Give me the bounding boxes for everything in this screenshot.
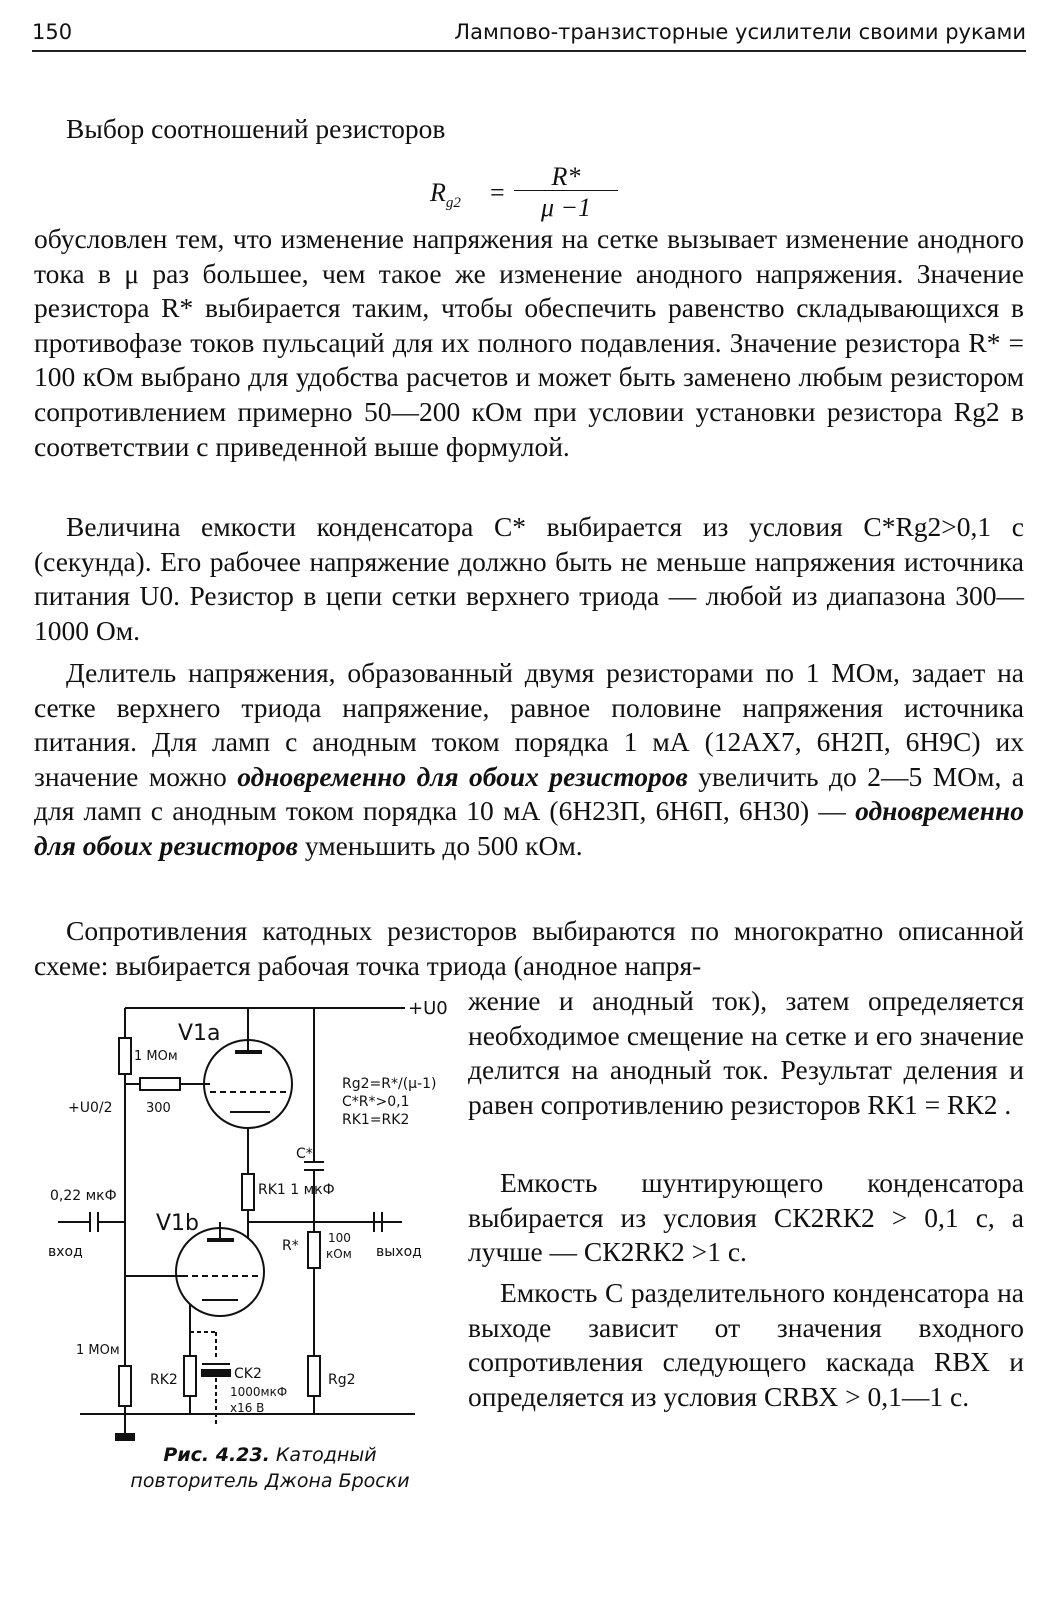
emphasis-2: одновременно для обоих резисторов — [34, 795, 1024, 861]
schematic-diagram — [30, 994, 460, 1444]
page-header — [32, 18, 1026, 52]
label-rstar: R* — [282, 1238, 299, 1254]
right-paragraph-3: Емкость С разделительного конденсатора на выходе зависит от значения входного сопротивления следующего каскада RВХ и определяется из условия CRВХ > 0,1—1 с. — [468, 1277, 1024, 1412]
formula-lhs: R — [430, 178, 446, 207]
right-paragraph-1: жение и анодный ток), затем определяется необходимое смещение на сетке и его значение делится на анодный ток. Результат деления и равен сопротивлению резисторов RК1 = RК2 . — [468, 985, 1024, 1120]
label-r-top: 1 МОм — [134, 1049, 178, 1064]
note-formula-3: RK1=RK2 — [342, 1112, 410, 1128]
label-r300: 300 — [146, 1101, 171, 1116]
caption-number: Рис. 4.23. — [163, 1444, 270, 1466]
label-half: +U0/2 — [68, 1100, 113, 1116]
label-r100: 100 — [328, 1231, 351, 1245]
formula-denominator: μ −1 — [540, 193, 592, 222]
label-rg2: Rg2 — [328, 1372, 356, 1388]
page-number: 150 — [32, 20, 73, 44]
caption-text: Катодный повторитель Джона Броски — [130, 1444, 410, 1492]
formula-lhs-sub: g2 — [445, 195, 461, 212]
formula-numerator: R* — [551, 162, 581, 191]
label-cap-in: 0,22 мкФ — [50, 1188, 117, 1204]
book-title: Лампово-транзисторные усилители своими руками — [454, 20, 1026, 44]
right-paragraph-2: Емкость шунтирующего конденсатора выбирается из условия CК2RК2 > 0,1 с, а лучше — CК2RК2 >1 с. — [468, 1167, 1024, 1268]
formula — [430, 160, 630, 224]
label-output: выход — [376, 1244, 422, 1260]
label-v1b: V1b — [156, 1211, 200, 1236]
paragraph-1: обусловлен тем, что изменение напряжения на сетке вызывает изменение анодного тока в μ раз большее, чем такое же изменение анодного напряжения. Значение резистора R* выбирается таким, чтобы обеспечить равенство складывающихся в противофазе токов пульсаций для их полного подавления. Значение резистора R* = 100 кОм выбрано для удобства расчетов и может быть заменено любым резистором сопротивлением примерно 50—200 кОм при условии установки резистора Rg2 в соответствии с приведенной выше формулой. — [34, 223, 1024, 462]
paragraph-2: Величина емкости конденсатора C* выбирается из условия C*Rg2>0,1 с (секунда). Его рабочее напряжение должно быть не меньше напряжения источника питания U0. Резистор в цепи сетки верхнего триода — любой из диапазона 300—1000 Ом. — [34, 511, 1024, 646]
figure-caption — [100, 1442, 440, 1494]
note-formula-1: Rg2=R*/(μ-1) — [342, 1076, 437, 1092]
label-v16: x16 В — [230, 1401, 265, 1415]
label-rk1: RK1 1 мкФ — [258, 1182, 335, 1198]
label-c1000: 1000мкФ — [230, 1385, 288, 1399]
paragraph-4: Сопротивления катодных резисторов выбираются по многократно описанной схеме: выбирается рабочая точка триода (анодное напря- — [34, 915, 1024, 981]
label-u0: +U0 — [408, 998, 448, 1019]
note-formula-2: C*R*>0,1 — [342, 1094, 410, 1110]
label-rk2: RK2 — [150, 1372, 178, 1388]
label-kom: кОм — [326, 1247, 352, 1261]
formula-equals: = — [490, 178, 505, 207]
intro-text: Выбор соотношений резисторов — [66, 113, 446, 144]
label-ck2: CK2 — [234, 1366, 262, 1382]
label-cstar: C* — [296, 1146, 313, 1162]
label-v1a: V1a — [178, 1021, 221, 1046]
emphasis-1: одновременно для обоих резисторов — [237, 760, 688, 792]
label-input: вход — [48, 1244, 83, 1260]
paragraph-3: Делитель напряжения, образованный двумя резисторами по 1 МОм, задает на сетке верхнего триода напряжение, равное половине напряжения источника питания. Для ламп с анодным током порядка 1 мА (12АХ7, 6Н2П, 6Н9С) их значение можно одновременно для обоих резисторов увеличить до 2—5 МОм, а для ламп с анодным током порядка 10 мА (6Н23П, 6Н6П, 6Н30) — одновременно для обоих резисторов уменьшить до 500 кОм. — [34, 657, 1024, 861]
label-r-bottom: 1 МОм — [76, 1343, 120, 1358]
